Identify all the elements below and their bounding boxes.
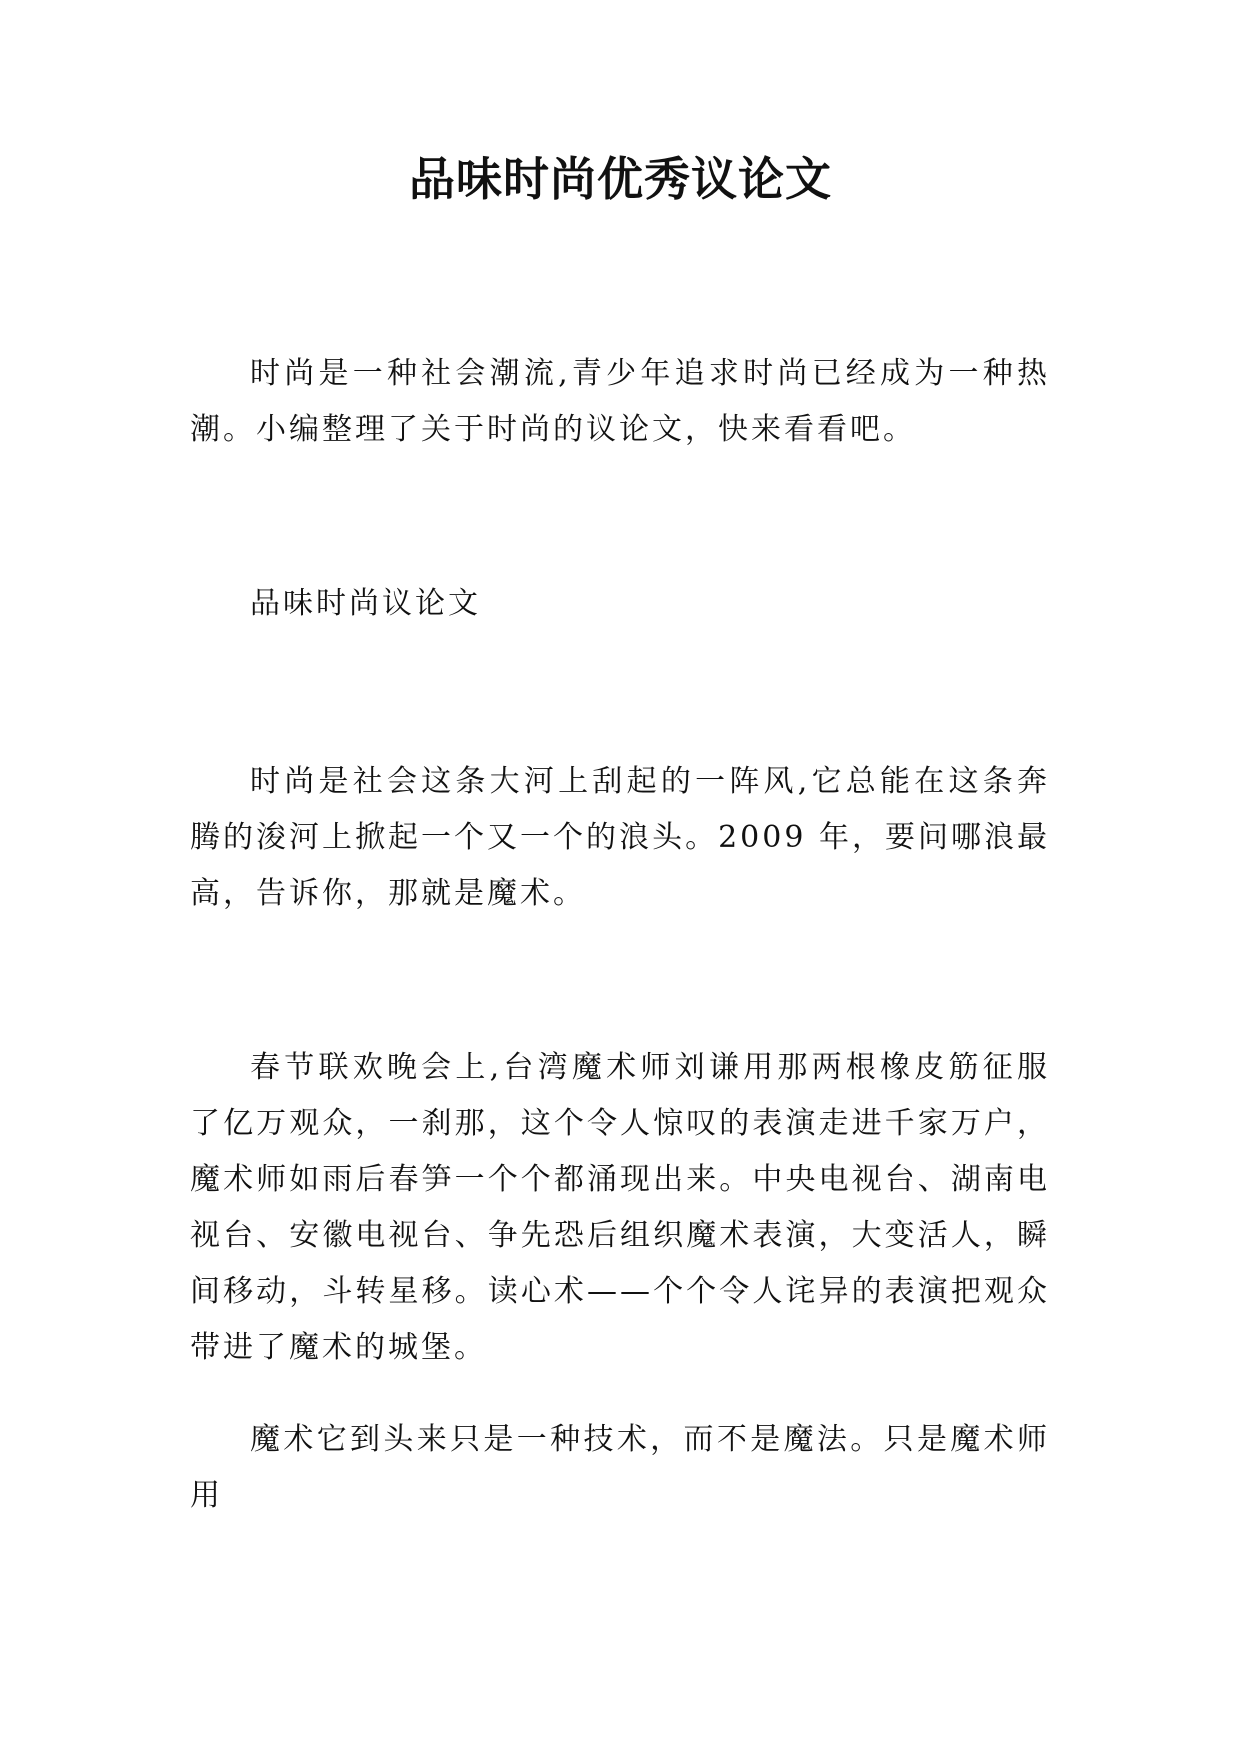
document-title: 品味时尚优秀议论文 [409,152,832,206]
body-paragraph: 魔术它到头来只是一种技术，而不是魔法。只是魔术师用 [190,1422,1050,1513]
body-paragraph: 时尚是社会这条大河上刮起的一阵风,它总能在这条奔腾的浚河上掀起一个又一个的浪头。2009 年，要问哪浪最高，告诉你，那就是魔术。 [190,764,1050,911]
section-heading: 品味时尚议论文 [250,586,481,621]
intro-paragraph: 时尚是一种社会潮流,青少年追求时尚已经成为一种热潮。小编整理了关于时尚的议论文，快来看看吧。 [190,356,1050,447]
body-paragraph: 春节联欢晚会上,台湾魔术师刘谦用那两根橡皮筋征服了亿万观众，一刹那，这个令人惊叹的表演走进千家万户，魔术师如雨后春笋一个个都涌现出来。中央电视台、湖南电视台、安徽电视台、争先恐后组织魔术表演，大变活人，瞬间移动，斗转星移。读心术——个个令人诧异的表演把观众带进了魔术的城堡。 [190,1050,1050,1365]
